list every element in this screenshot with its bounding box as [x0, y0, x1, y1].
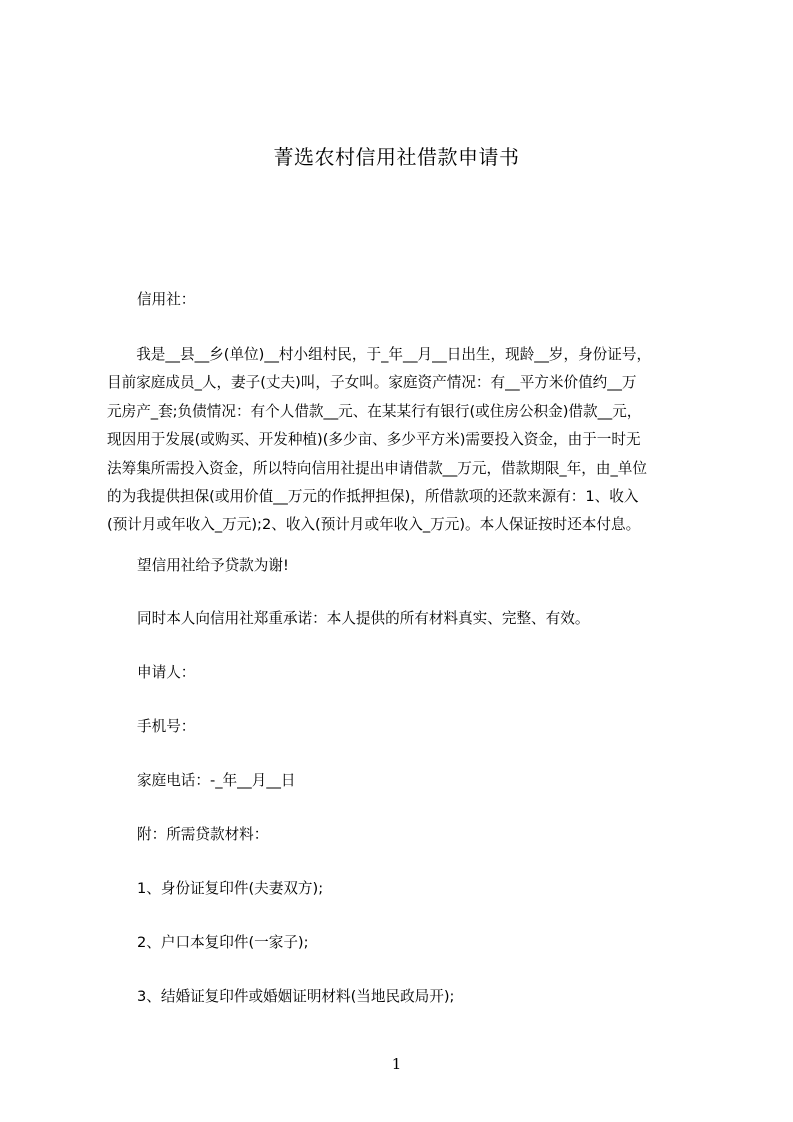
- commitment-line: 同时本人向信用社郑重承诺：本人提供的所有材料真实、完整、有效。: [137, 610, 590, 627]
- body-line: 的为我提供担保(或用价值__万元的作抵押担保)，所借款项的还款来源有：1、收入: [107, 487, 639, 505]
- application-body-paragraph: [107, 341, 703, 540]
- body-line: 元房产_套;负债情况：有个人借款__元、在某某行有银行(或住房公积金)借款__元，: [107, 402, 642, 420]
- attachment-item: 2、户口本复印件(一家子);: [137, 934, 309, 951]
- body-line: (预计月或年收入_万元);2、收入(预计月或年收入_万元)。本人保证按时还本付息。: [107, 516, 641, 534]
- page-number: 1: [391, 1055, 402, 1073]
- home-phone-date-line: 家庭电话：-_年__月__日: [137, 772, 296, 789]
- attachment-item: 1、身份证复印件(夫妻双方);: [137, 880, 324, 897]
- body-line: 法筹集所需投入资金，所以特向信用社提出申请借款__万元，借款期限_年，由_单位: [107, 459, 647, 477]
- document-title: 菁选农村信用社借款申请书: [273, 145, 520, 169]
- body-line: 目前家庭成员_人，妻子(丈夫)叫，子女叫。家庭资产情况：有__平方米价值约__万: [107, 374, 637, 392]
- mobile-label: 手机号：: [137, 718, 196, 735]
- body-line: 我是__县__乡(单位)__村小组村民，于_年__月__日出生，现龄__岁，身份证号，: [107, 346, 652, 363]
- attachment-item: 3、结婚证复印件或婚姻证明材料(当地民政局开);: [137, 988, 455, 1005]
- applicant-label: 申请人：: [137, 664, 196, 681]
- attachments-heading: 附：所需贷款材料：: [137, 826, 269, 843]
- salutation: 信用社：: [137, 291, 196, 308]
- body-line: 现因用于发展(或购买、开发种植)(多少亩、多少平方米)需要投入资金，由于一时无: [107, 431, 641, 449]
- thanks-line: 望信用社给予贷款为谢!: [137, 557, 289, 574]
